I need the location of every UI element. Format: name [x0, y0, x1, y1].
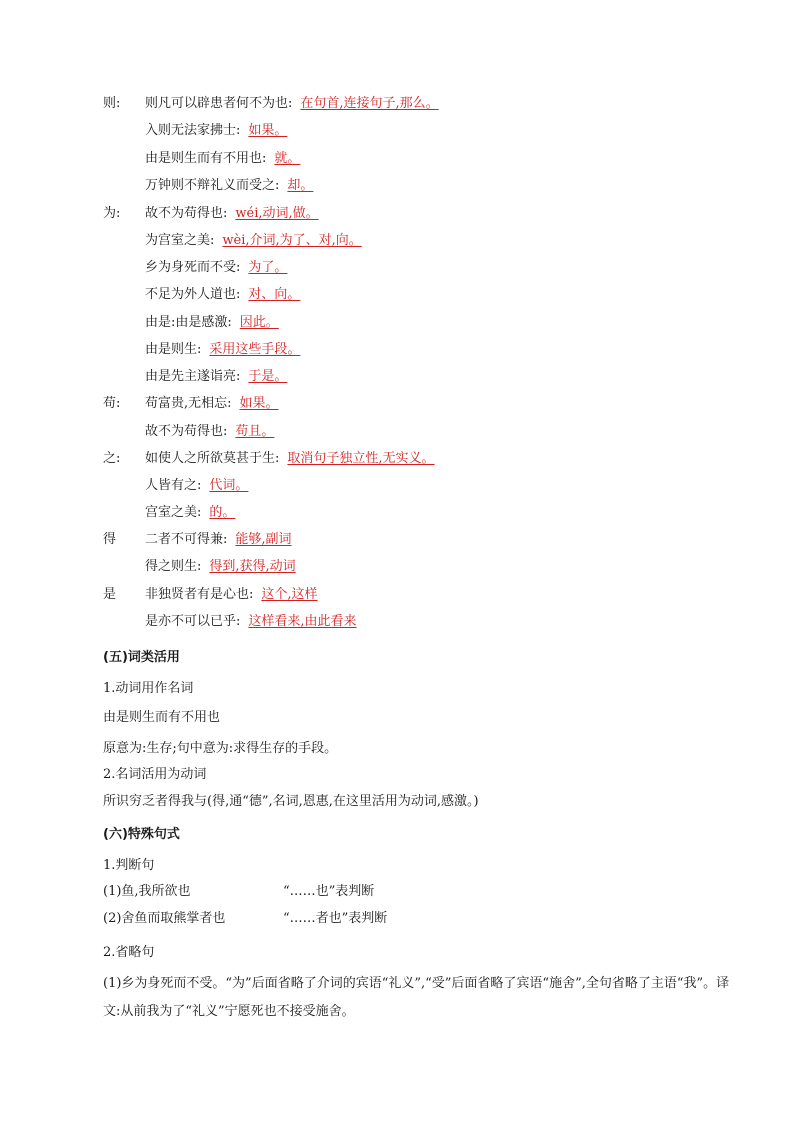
- keyword-ze: 则:: [103, 96, 121, 111]
- vocab-entry: [145, 95, 439, 113]
- example-sentence: 非独贤者有是心也:: [145, 587, 254, 602]
- vocab-entry: [145, 613, 357, 631]
- example-sentence: 由是则生而有不用也:: [145, 151, 267, 166]
- vocab-entry: [145, 368, 287, 386]
- answer-text: 能够,副词: [235, 532, 292, 547]
- keyword-gou: 苟:: [103, 396, 121, 411]
- vocab-entry: [145, 205, 319, 223]
- answer-text: 这个,这样: [261, 587, 318, 602]
- example-sentence: 苟富贵,无相忘:: [145, 396, 232, 411]
- judge-example-note: “……也”表判断: [283, 884, 375, 899]
- keyword-de: 得: [103, 532, 117, 547]
- judge-example-note: “……者也”表判断: [283, 911, 388, 926]
- vocab-entry: [145, 259, 287, 277]
- answer-text: wéi,动词,做。: [235, 206, 319, 221]
- subheading: 1.动词用作名词: [103, 681, 194, 696]
- example-sentence: 乡为身死而不受:: [145, 260, 241, 275]
- subheading: 2.省略句: [103, 945, 155, 960]
- vocab-entry: [145, 177, 313, 195]
- answer-text: 的。: [209, 505, 236, 520]
- example-sentence: 是亦不可以已乎:: [145, 614, 241, 629]
- answer-text: 如果。: [248, 123, 288, 138]
- example-sentence: 万钟则不辩礼义而受之:: [145, 178, 280, 193]
- example-sentence: 得之则生:: [145, 559, 202, 574]
- answer-text: 苟且。: [235, 424, 275, 439]
- vocab-entry: [145, 450, 435, 468]
- vocab-entry: [145, 395, 279, 413]
- vocab-entry: [145, 586, 318, 604]
- vocab-entry: [145, 150, 300, 168]
- example-sentence: 人皆有之:: [145, 478, 202, 493]
- body-text: 原意为:生存;句中意为:求得生存的手段。: [103, 741, 338, 756]
- vocab-entry: [145, 504, 235, 522]
- example-sentence: 为宫室之美:: [145, 233, 215, 248]
- body-text: 由是则生而有不用也: [103, 710, 221, 725]
- keyword-wei: 为:: [103, 206, 121, 221]
- vocab-entry: [145, 423, 274, 441]
- answer-text: 代词。: [209, 478, 249, 493]
- judge-example-sentence: (2)舍鱼而取熊掌者也: [103, 911, 226, 926]
- vocab-entry: [145, 314, 279, 332]
- answer-text: 就。: [274, 151, 301, 166]
- vocab-entry: [145, 122, 287, 140]
- keyword-shi: 是: [103, 587, 117, 602]
- judge-example-sentence: (1)鱼,我所欲也: [103, 884, 191, 899]
- keyword-zhi: 之:: [103, 451, 121, 466]
- answer-text: 因此。: [239, 315, 279, 330]
- vocab-entry: [145, 341, 300, 359]
- example-sentence: 故不为苟得也:: [145, 424, 228, 439]
- example-sentence: 二者不可得兼:: [145, 532, 228, 547]
- omission-paragraph: (1)乡为身死而不受。“为”后面省略了介词的宾语“礼义”,“受”后面省略了宾语“施舍”,全句省略了主语“我”。译文:从前我为了“礼义”宁愿死也不接受施舍。: [103, 976, 730, 1019]
- answer-text: wèi,介词,为了、对,向。: [222, 233, 362, 248]
- answer-text: 得到,获得,动词: [209, 559, 296, 574]
- answer-text: 在句首,连接句子,那么。: [300, 96, 439, 111]
- section-heading-word-class: (五)词类活用: [103, 650, 180, 665]
- answer-text: 为了。: [248, 260, 288, 275]
- example-sentence: 由是先主遂诣亮:: [145, 369, 241, 384]
- body-text: 所识穷乏者得我与(得,通“德”,名词,恩惠,在这里活用为动词,感激。): [103, 794, 479, 809]
- answer-text: 如果。: [239, 396, 279, 411]
- example-sentence: 如使人之所欲莫甚于生:: [145, 451, 280, 466]
- answer-text: 采用这些手段。: [209, 342, 301, 357]
- answer-text: 对、向。: [248, 287, 301, 302]
- section-heading-special-sentences: (六)特殊句式: [103, 827, 180, 842]
- answer-text: 却。: [287, 178, 314, 193]
- example-sentence: 则凡可以辟患者何不为也:: [145, 96, 293, 111]
- answer-text: 这样看来,由此看来: [248, 614, 357, 629]
- vocab-entry: [145, 232, 362, 250]
- example-sentence: 入则无法家拂士:: [145, 123, 241, 138]
- vocab-entry: [145, 286, 300, 304]
- answer-text: 取消句子独立性,无实义。: [287, 451, 435, 466]
- example-sentence: 不足为外人道也:: [145, 287, 241, 302]
- example-sentence: 故不为苟得也:: [145, 206, 228, 221]
- answer-text: 于是。: [248, 369, 288, 384]
- vocab-entry: [145, 477, 248, 495]
- vocab-entry: [145, 558, 296, 576]
- example-sentence: 由是:由是感激:: [145, 315, 232, 330]
- subheading: 2.名词活用为动词: [103, 767, 207, 782]
- vocab-entry: [145, 531, 292, 549]
- example-sentence: 宫室之美:: [145, 505, 202, 520]
- subheading: 1.判断句: [103, 858, 155, 873]
- example-sentence: 由是则生:: [145, 342, 202, 357]
